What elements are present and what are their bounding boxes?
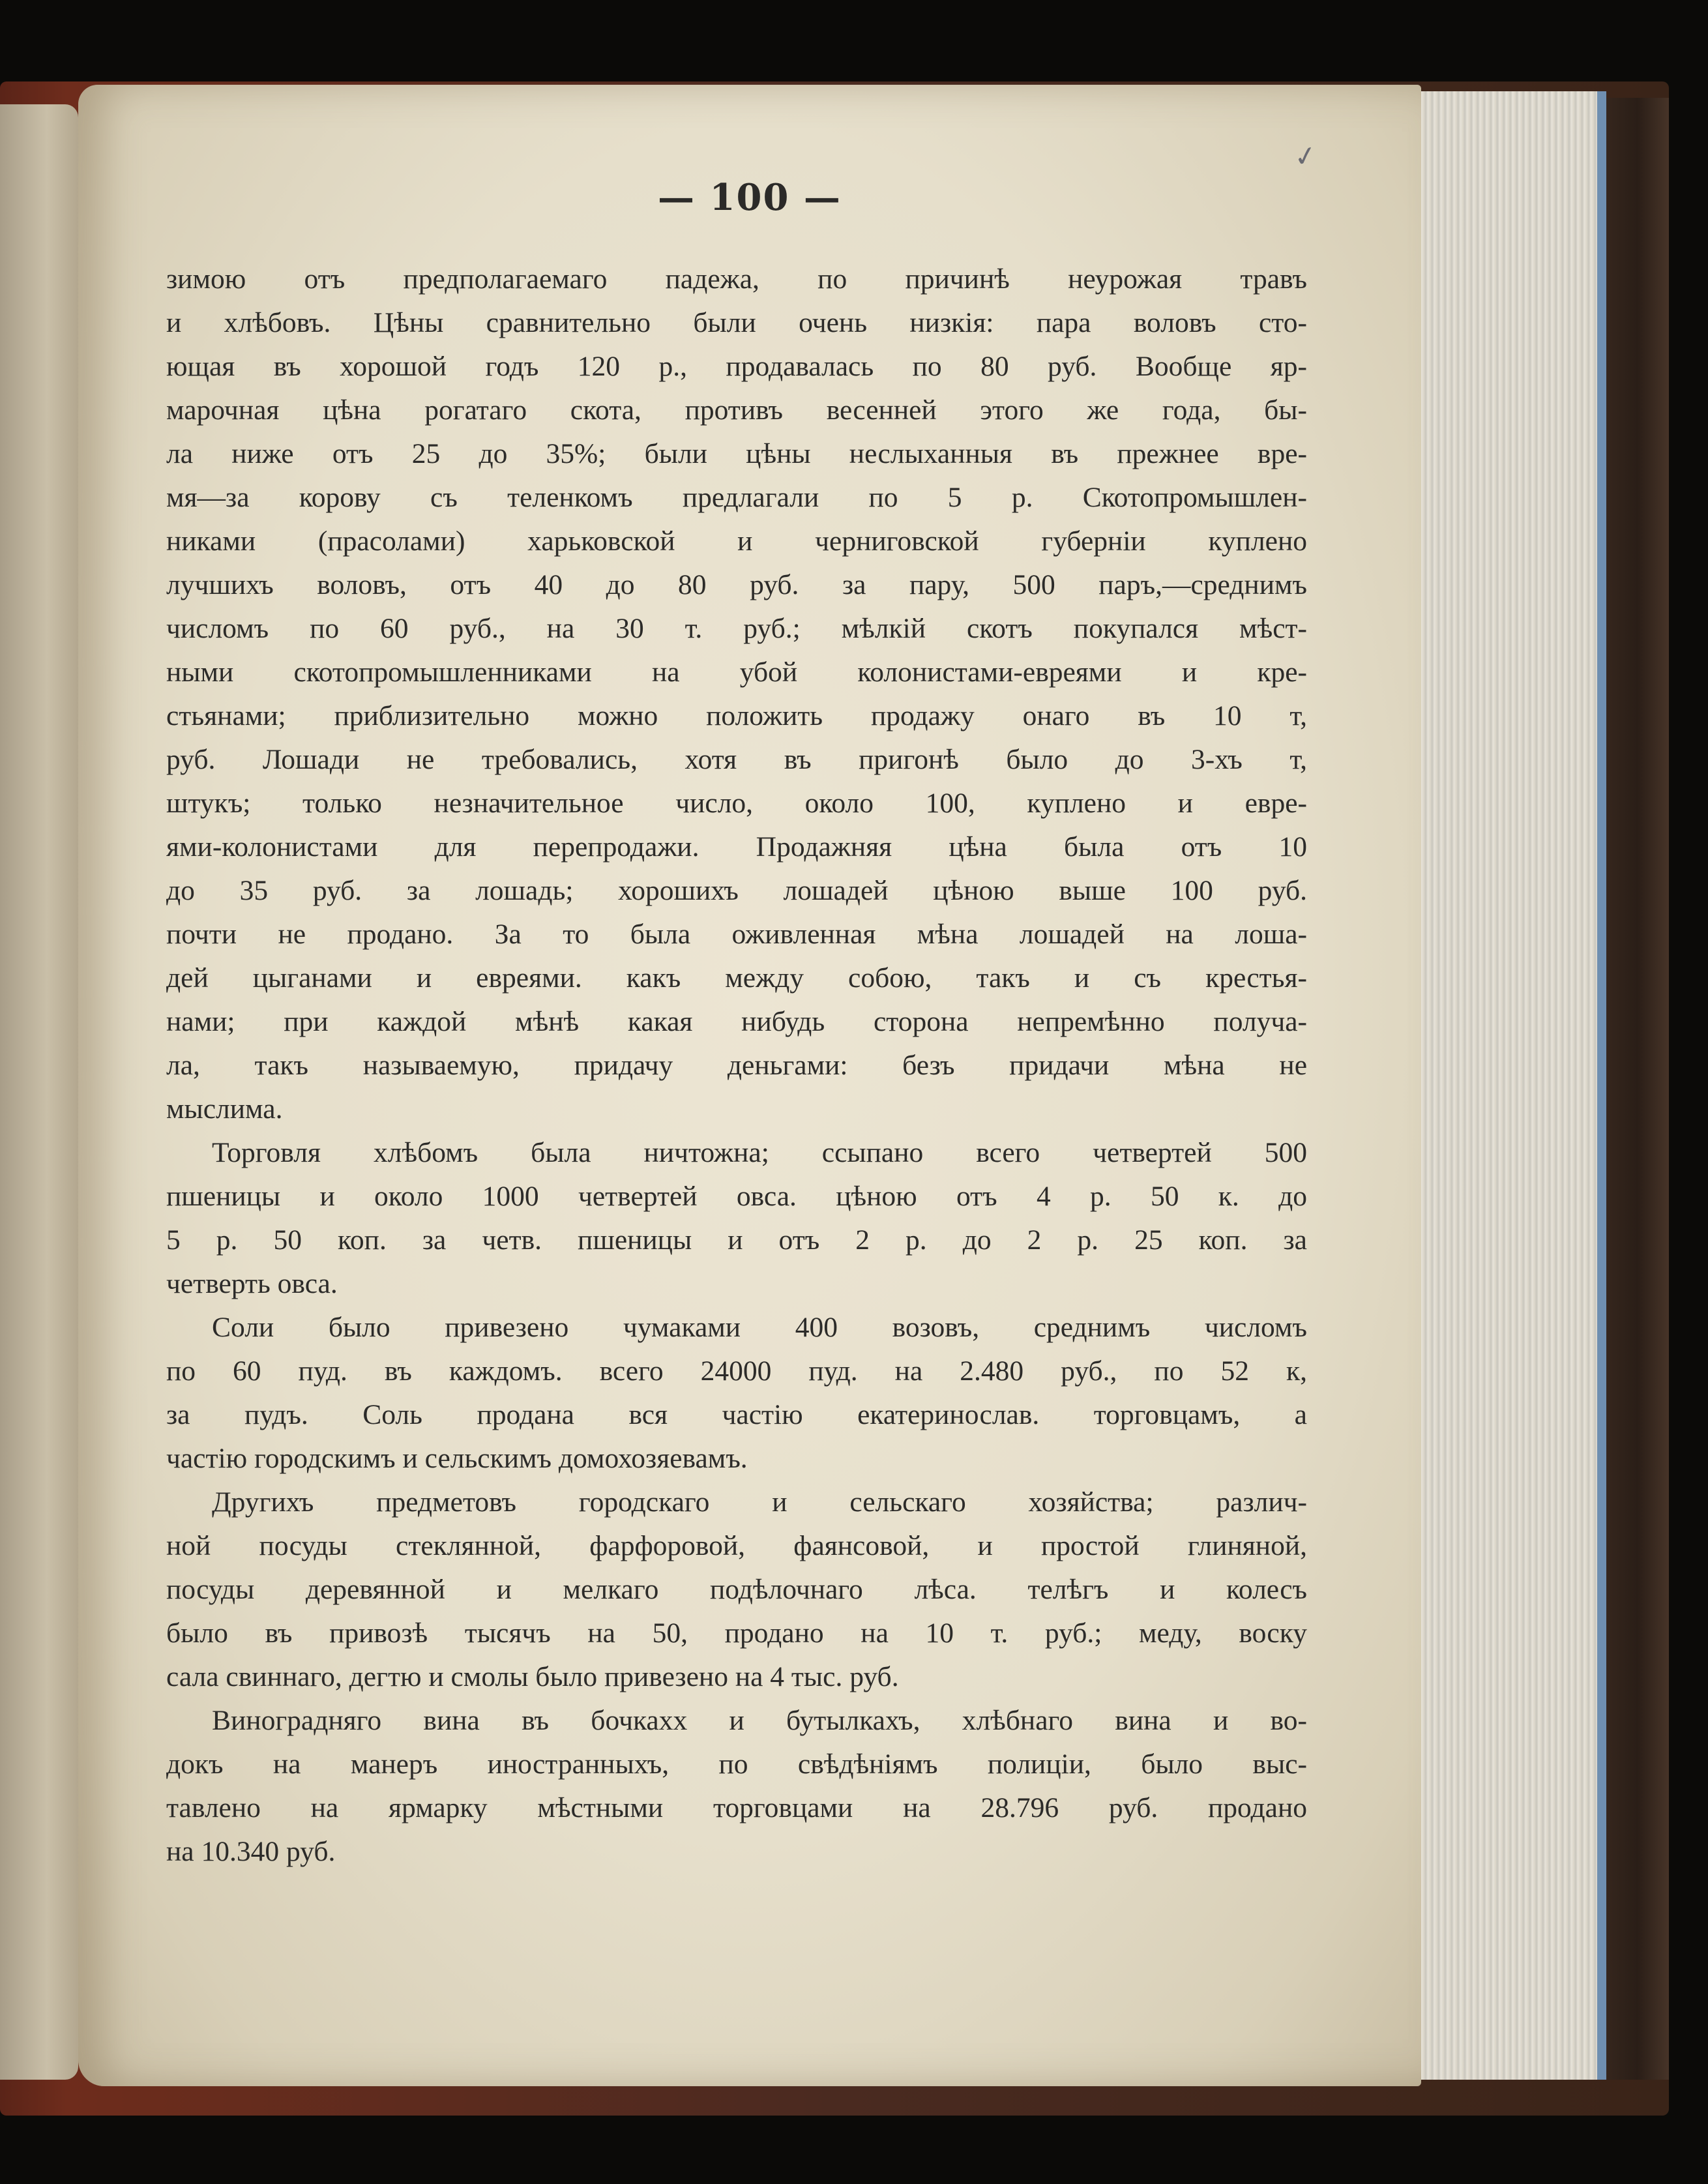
text-line: ями-колонистами для перепродажи. Продажняя цѣна была отъ 10 [166,831,1307,863]
text-line: ла, такъ называемую, придачу деньгами: безъ придачи мѣна не [166,1050,1307,1081]
text-line: ла ниже отъ 25 до 35%; были цѣны неслыханныя въ прежнее вре- [166,438,1307,469]
page-stack-edges [1402,91,1606,2080]
text-line: руб. Лошади не требовались, хотя въ пригонѣ было до 3-хъ т, [166,744,1307,775]
text-line: до 35 руб. за лошадь; хорошихъ лошадей цѣною выше 100 руб. [166,875,1307,906]
text-line: частію городскимъ и сельскимъ домохозяевамъ. [166,1443,748,1474]
text-line: за пудъ. Соль продана вся частію екатеринослав. торговцамъ, а [166,1399,1307,1430]
text-line: нами; при каждой мѣнѣ какая нибудь сторона непремѣнно получа- [166,1006,1307,1037]
paragraph [166,1131,1307,1306]
page-number: — 100 — [658,176,842,219]
paragraph [166,258,1307,1131]
text-line: докъ на манеръ иностранныхъ, по свѣдѣніямъ полиціи, было выс- [166,1749,1307,1780]
text-line: марочная цѣна рогатаго скота, противъ весенней этого же года, бы- [166,394,1307,426]
text-line: дей цыганами и евреями. какъ между собою, такъ и съ крестья- [166,962,1307,994]
text-line: никами (прасолами) харьковской и черниговской губерніи куплено [166,525,1307,557]
text-line: стьянами; приблизительно можно положить продажу онаго въ 10 т, [166,700,1307,731]
text-line: 5 р. 50 коп. за четв. пшеницы и отъ 2 р. до 2 р. 25 коп. за [166,1224,1307,1256]
text-line: Соли было привезено чумаками 400 возовъ, среднимъ числомъ [212,1312,1307,1343]
text-line: по 60 пуд. въ каждомъ. всего 24000 пуд. на 2.480 руб., по 52 к, [166,1355,1307,1387]
text-line: почти не продано. За то была оживленная мѣна лошадей на лоша- [166,919,1307,950]
text-line: было въ привозѣ тысячъ на 50, продано на 10 т. руб.; меду, воску [166,1617,1307,1649]
paragraph [166,1699,1307,1874]
text-line: лучшихъ воловъ, отъ 40 до 80 руб. за пару, 500 паръ,—среднимъ [166,569,1307,600]
text-line: ными скотопромышленниками на убой колонистами-евреями и кре- [166,657,1307,688]
text-line: Виноградняго вина въ бочкахх и бутылкахъ, хлѣбнаго вина и во- [212,1705,1307,1736]
paragraph [166,1481,1307,1699]
text-line: числомъ по 60 руб., на 30 т. руб.; мѣлкій скотъ покупался мѣст- [166,613,1307,644]
paragraph [166,1306,1307,1481]
text-line: мыслима. [166,1093,283,1125]
text-line: пшеницы и около 1000 четвертей овса. цѣною отъ 4 р. 50 к. до [166,1181,1307,1212]
text-line: посуды деревянной и мелкаго подѣлочнаго лѣса. телѣгъ и колесъ [166,1574,1307,1605]
text-line: и хлѣбовъ. Цѣны сравнительно были очень низкія: пара воловъ сто- [166,307,1307,338]
text-line: сала свиннаго, дегтю и смолы было привезено на 4 тыс. руб. [166,1661,899,1692]
text-line: ной посуды стеклянной, фарфоровой, фаянсовой, и простой глиняной, [166,1530,1307,1561]
text-line: зимою отъ предполагаемаго падежа, по причинѣ неурожая травъ [166,263,1307,295]
text-line: тавлено на ярмарку мѣстными торговцами на 28.796 руб. продано [166,1792,1307,1823]
text-line: четверть овса. [166,1268,338,1299]
text-line: Другихъ предметовъ городскаго и сельскаго хозяйства; различ- [212,1486,1307,1518]
text-line: Торговля хлѣбомъ была ничтожна; ссыпано всего четвертей 500 [212,1137,1307,1168]
body-text [166,258,1307,1874]
text-line: штукъ; только незначительное число, около 100, куплено и евре- [166,788,1307,819]
text-line: на 10.340 руб. [166,1836,336,1867]
left-page-edge [0,104,78,2080]
text-line: мя—за корову съ теленкомъ предлагали по 5 р. Скотопромышлен- [166,482,1307,513]
text-line: ющая въ хорошой годъ 120 р., продавалась по 80 руб. Вообще яр- [166,351,1307,382]
check-mark-icon: ✓ [1291,138,1320,174]
